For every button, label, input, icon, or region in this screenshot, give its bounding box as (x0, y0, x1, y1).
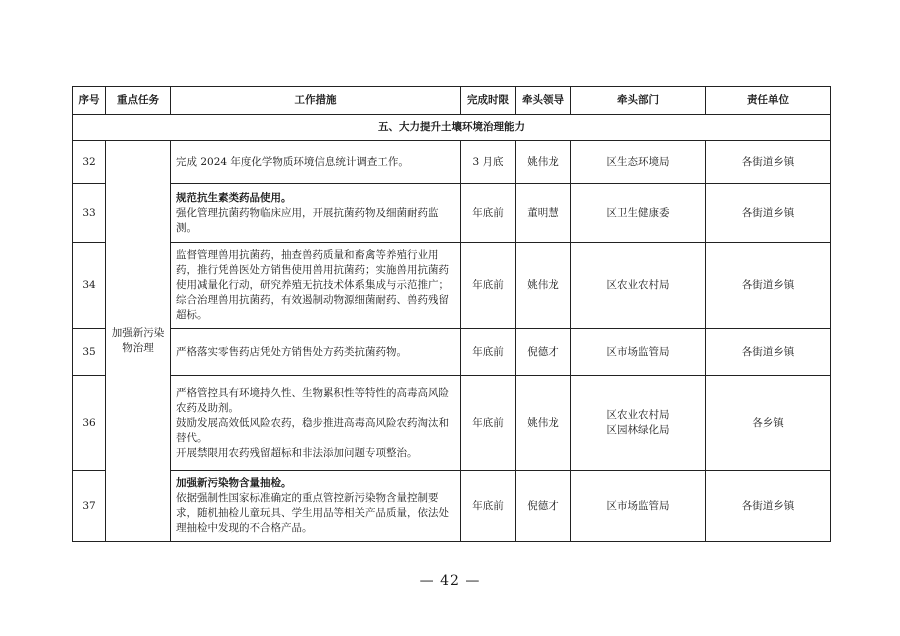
row-deadline: 3 月底 (461, 141, 516, 184)
page-number: — 42 — (419, 573, 481, 589)
measure-line: 监督管理兽用抗菌药，抽查兽药质量和畜禽等养殖行业用药，推行凭兽医处方销售使用兽用抗菌药；实施兽用抗菌药使用减量化行动，研究养殖无抗技术体系集成与示范推广；综合治理兽用抗菌药，有效遏制动物源细菌耐药、兽药残留超标。 (176, 249, 449, 321)
row-measures (171, 141, 461, 184)
row-deadline: 年底前 (461, 184, 516, 243)
measure-line: 开展禁限用农药残留超标和非法添加问题专项整治。 (176, 446, 418, 459)
measure-line: 严格落实零售药店凭处方销售处方药类抗菌药物。 (176, 345, 407, 358)
row-seq: 36 (73, 376, 106, 471)
measure-line: 强化管理抗菌药物临床应用，开展抗菌药物及细菌耐药监测。 (176, 206, 439, 234)
row-leader: 姚伟龙 (516, 376, 571, 471)
row-dept (571, 376, 706, 471)
row-seq: 34 (73, 243, 106, 329)
row-leader: 姚伟龙 (516, 141, 571, 184)
measure-line: 完成 2024 年度化学物质环境信息统计调查工作。 (176, 155, 409, 168)
row-leader: 倪德才 (516, 471, 571, 542)
row-leader: 董明慧 (516, 184, 571, 243)
row-seq: 33 (73, 184, 106, 243)
measure-line: 鼓励发展高效低风险农药，稳步推进高毒高风险农药淘汰和替代。 (176, 416, 449, 444)
row-dept: 区农业农村局 (571, 243, 706, 329)
row-seq: 35 (73, 329, 106, 376)
section-title: 五、大力提升土壤环境治理能力 (73, 115, 831, 141)
row-dept: 区市场监管局 (571, 471, 706, 542)
header-task: 重点任务 (106, 87, 171, 115)
row-unit: 各街道乡镇 (706, 471, 831, 542)
table-row (73, 184, 831, 243)
measure-title: 加强新污染物含量抽检。 (176, 477, 292, 489)
header-leader: 牵头领导 (516, 87, 571, 115)
row-unit: 各街道乡镇 (706, 329, 831, 376)
row-measures (171, 376, 461, 471)
row-measures (171, 184, 461, 243)
task-group-label: 加强新污染物治理 (111, 327, 165, 354)
row-unit: 各乡镇 (706, 376, 831, 471)
task-table (72, 86, 831, 542)
task-group-cell (106, 141, 171, 542)
header-deadline: 完成时限 (461, 87, 516, 115)
header-dept: 牵头部门 (571, 87, 706, 115)
table-row (73, 471, 831, 542)
measure-line: 严格管控具有环境持久性、生物累积性等特性的高毒高风险农药及助剂。 (176, 386, 449, 414)
row-measures (171, 243, 461, 329)
header-measures: 工作措施 (171, 87, 461, 115)
row-unit: 各街道乡镇 (706, 141, 831, 184)
measure-line: 依据强制性国家标准确定的重点管控新污染物含量控制要求，随机抽检儿童玩具、学生用品等相关产品质量，依法处理抽检中发现的不合格产品。 (176, 492, 449, 534)
row-deadline: 年底前 (461, 376, 516, 471)
measure-title: 规范抗生素类药品使用。 (176, 191, 292, 204)
row-dept: 区市场监管局 (571, 329, 706, 376)
table-row (73, 141, 831, 184)
row-dept: 区卫生健康委 (571, 184, 706, 243)
row-measures (171, 329, 461, 376)
header-unit: 责任单位 (706, 87, 831, 115)
header-seq: 序号 (73, 87, 106, 115)
row-leader: 姚伟龙 (516, 243, 571, 329)
dept-line: 区园林绿化局 (606, 424, 670, 436)
row-unit: 各街道乡镇 (706, 184, 831, 243)
row-unit: 各街道乡镇 (706, 243, 831, 329)
section-row (73, 115, 831, 141)
table-row (73, 329, 831, 376)
row-dept: 区生态环境局 (571, 141, 706, 184)
row-leader: 倪德才 (516, 329, 571, 376)
table-row (73, 243, 831, 329)
header-row (73, 87, 831, 115)
row-deadline: 年底前 (461, 471, 516, 542)
table-row (73, 376, 831, 471)
row-deadline: 年底前 (461, 329, 516, 376)
row-measures (171, 471, 461, 542)
row-seq: 37 (73, 471, 106, 542)
row-deadline: 年底前 (461, 243, 516, 329)
dept-line: 区农业农村局 (606, 409, 670, 421)
row-seq: 32 (73, 141, 106, 184)
